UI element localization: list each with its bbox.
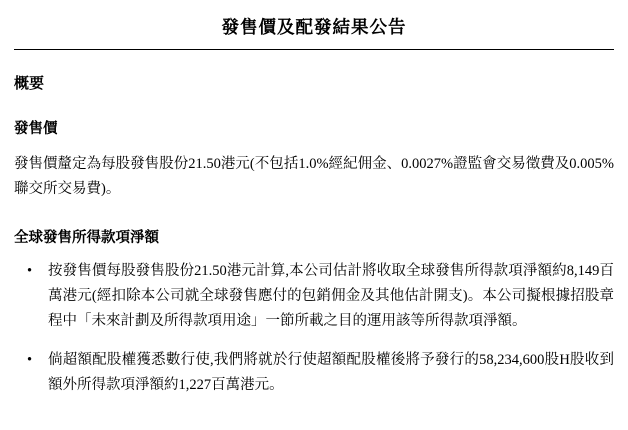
list-item	[14, 259, 614, 334]
section-heading-offer-price: 發售價	[14, 121, 58, 137]
bullet-icon: •	[27, 262, 33, 279]
offer-price-paragraph: 發售價釐定為每股發售股份21.50港元(不包括1.0%經紀佣金、0.0027%證監會交易徵費及0.005%聯交所交易費)。	[14, 156, 614, 197]
bullet-icon: •	[27, 351, 33, 368]
net-proceeds-bullet-list	[14, 259, 614, 398]
document-page	[0, 14, 628, 430]
list-item	[14, 348, 614, 398]
list-item-text: 倘超額配股權獲悉數行使,我們將就於行使超額配股權後將予發行的58,234,600股H股收到額外所得款項淨額約1,227百萬港元。	[48, 351, 614, 393]
page-title: 發售價及配發結果公告	[221, 17, 407, 37]
section-heading-summary: 概要	[14, 76, 45, 92]
section-heading-net-proceeds: 全球發售所得款項淨額	[14, 229, 159, 246]
title-divider	[14, 49, 614, 50]
list-item-text: 按發售價每股發售股份21.50港元計算,本公司估計將收取全球發售所得款項淨額約8,149百萬港元(經扣除本公司就全球發售應付的包銷佣金及其他估計開支)。本公司擬根據招股章程中「未來計劃及所得款項用途」一節所載之目的運用該等所得款項淨額。	[48, 262, 614, 329]
